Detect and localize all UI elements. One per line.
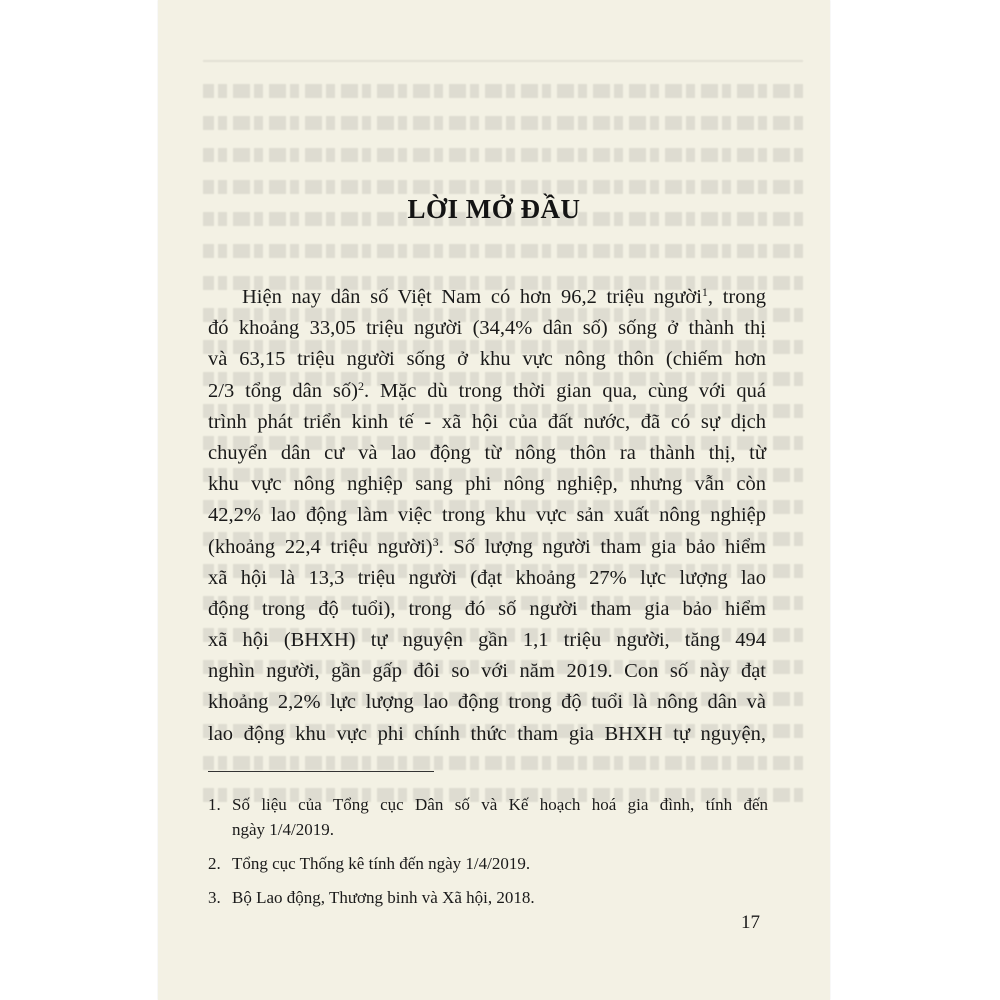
text-line-content: lao động khu vực phi chính thức tham gia BHXH tự nguyện, xyxy=(208,722,766,745)
text-line xyxy=(208,376,766,407)
book-page xyxy=(158,0,830,1000)
text-line-content: đó khoảng 33,05 triệu người (34,4% dân số) sống ở thành thị xyxy=(208,317,766,340)
footnotes xyxy=(208,792,768,910)
text-line xyxy=(208,687,766,718)
footnote-text: Số liệu của Tổng cục Dân số và Kế hoạch hoá gia đình, tính đến xyxy=(232,795,768,814)
text-line-content: nghìn người, gần gấp đôi so với năm 2019. Con số này đạt xyxy=(208,660,766,683)
text-line xyxy=(208,344,766,375)
footnote-item xyxy=(208,885,768,910)
text-line xyxy=(208,625,766,656)
text-line-content: trình phát triển kinh tế - xã hội của đất nước, đã có sự dịch xyxy=(208,410,766,433)
text-line-content: khoảng 2,2% lực lượng lao động trong độ tuổi là nông dân và xyxy=(208,691,766,714)
text-line xyxy=(208,500,766,531)
text-line-content: . Số lượng người tham gia bảo hiểm xyxy=(438,535,766,558)
text-line-content: Hiện nay dân số Việt Nam có hơn 96,2 triệu người xyxy=(242,286,702,308)
footnote-text: ngày 1/4/2019. xyxy=(232,820,334,839)
text-line-content: khu vực nông nghiệp sang phi nông nghiệp, nhưng vẫn còn xyxy=(208,473,766,496)
footnote-divider xyxy=(208,771,434,772)
text-line-content: . Mặc dù trong thời gian qua, cùng với quá xyxy=(363,379,767,402)
text-line xyxy=(208,594,766,625)
footnote-text: Tổng cục Thống kê tính đến ngày 1/4/2019. xyxy=(232,854,531,873)
text-line-content: và 63,15 triệu người sống ở khu vực nông thôn (chiếm hơn xyxy=(208,348,766,371)
footnote-item xyxy=(208,851,768,876)
footnote-text: Bộ Lao động, Thương binh và Xã hội, 2018. xyxy=(232,888,535,907)
text-line xyxy=(208,313,766,344)
text-line-content: (khoảng 22,4 triệu người) xyxy=(208,535,433,558)
text-line-content: xã hội là 13,3 triệu người (đạt khoảng 27% lực lượng lao xyxy=(208,566,766,589)
text-line-content: xã hội (BHXH) tự nguyện gần 1,1 triệu người, tăng 494 xyxy=(208,629,766,652)
footnote-number: 1. xyxy=(208,795,221,814)
text-line xyxy=(208,407,766,438)
text-line-content: động trong độ tuổi), trong đó số người tham gia bảo hiểm xyxy=(208,597,766,620)
footnote-reference: 2 xyxy=(357,378,364,393)
text-line-content: 2/3 tổng dân số) xyxy=(208,379,358,402)
footnote-reference: 1 xyxy=(701,285,708,299)
text-line xyxy=(208,532,766,563)
text-line xyxy=(208,282,766,313)
text-line xyxy=(208,469,766,500)
footnote-item xyxy=(208,792,768,842)
text-line xyxy=(208,563,766,594)
footnote-reference: 3 xyxy=(432,534,439,549)
page-title: LỜI MỞ ĐẦU xyxy=(407,194,581,224)
body-paragraph xyxy=(208,282,766,750)
text-line xyxy=(208,438,766,469)
page-number: 17 xyxy=(741,912,760,933)
text-line-content: chuyển dân cư và lao động từ nông thôn ra thành thị, từ xyxy=(208,441,766,464)
footnote-number: 3. xyxy=(208,888,221,907)
footnote-number: 2. xyxy=(208,854,221,873)
text-line xyxy=(208,719,766,750)
text-line-content: , trong xyxy=(707,286,766,308)
text-line xyxy=(208,656,766,687)
text-line-content: 42,2% lao động làm việc trong khu vực sản xuất nông nghiệp xyxy=(208,504,766,527)
